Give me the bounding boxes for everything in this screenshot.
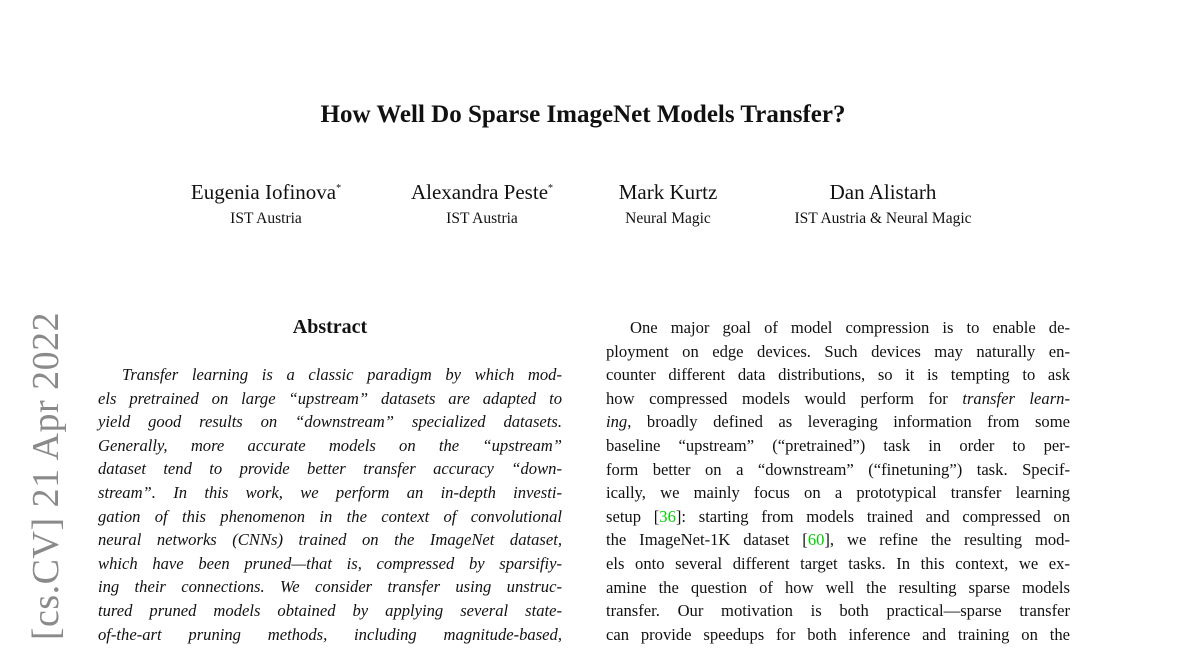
intro-line: the ImageNet-1K dataset [60], we refine the resulting mod- — [606, 530, 1070, 550]
abstract-line: dataset tend to provide better transfer accuracy “down- — [98, 459, 562, 479]
intro-line: els onto several different target tasks. In this context, we ex- — [606, 553, 1070, 573]
author-block — [411, 178, 553, 231]
abstract-line: els pretrained on large “upstream” datasets are adapted to — [98, 388, 562, 408]
author-name: Alexandra Peste* — [410, 180, 554, 204]
abstract-line: which have been pruned—that is, compressed by sparsifiy- — [98, 553, 562, 573]
abstract-line: ing their connections. We consider transfer using unstruc- — [98, 577, 562, 597]
author-name: Eugenia Iofinova* — [190, 180, 342, 204]
abstract-line: tured pruned models obtained by applying several state- — [98, 600, 562, 620]
abstract-heading: Abstract — [292, 316, 368, 338]
author-affiliation: IST Austria & Neural Magic — [794, 210, 972, 227]
author-affiliation: IST Austria — [446, 210, 518, 227]
abstract-line: yield good results on “downstream” specialized datasets. — [98, 412, 562, 432]
abstract-line: Transfer learning is a classic paradigm by which mod- — [122, 365, 562, 384]
intro-line: One major goal of model compression is to enable de- — [630, 318, 1070, 337]
abstract-body — [98, 363, 562, 646]
author-affiliation: IST Austria — [230, 210, 302, 227]
abstract-line: of-the-art pruning methods, including magnitude-based, — [98, 624, 562, 644]
intro-line: ically, we mainly focus on a prototypical transfer learning — [606, 483, 1070, 503]
author-block — [191, 178, 341, 231]
intro-line: can provide speedups for both inference and training on the — [606, 624, 1070, 644]
intro-line: baseline “upstream” (“pretrained”) task in order to per- — [606, 435, 1070, 455]
citation-link[interactable]: 60 — [807, 530, 825, 550]
intro-line: form better on a “downstream” (“finetuning”) task. Specif- — [606, 459, 1070, 479]
arxiv-stamp-text: [cs.CV] 21 Apr 2022 — [25, 311, 68, 641]
emphasis-text: ing — [606, 412, 628, 432]
citation-link[interactable]: 36 — [659, 506, 676, 526]
intro-line: ing, broadly defined as leveraging information from some — [606, 412, 1070, 432]
arxiv-stamp — [22, 306, 70, 646]
abstract-line: stream”. In this work, we perform an in-depth investi- — [98, 482, 562, 502]
author-block — [619, 178, 718, 231]
abstract-line: neural networks (CNNs) trained on the ImageNet dataset, — [98, 530, 562, 550]
emphasis-text: transfer learn- — [962, 388, 1070, 408]
author-block — [794, 178, 971, 231]
author-name: Mark Kurtz — [618, 180, 718, 204]
intro-line: how compressed models would perform for transfer learn- — [606, 388, 1070, 408]
author-affiliation: Neural Magic — [625, 210, 711, 227]
intro-line: counter different data distributions, so it is tempting to ask — [606, 365, 1070, 385]
intro-line: ployment on edge devices. Such devices may naturally en- — [606, 341, 1070, 361]
abstract-line: Generally, more accurate models on the “upstream” — [98, 435, 562, 455]
intro-line: transfer. Our motivation is both practical—sparse transfer — [606, 601, 1070, 621]
abstract-line: gation of this phenomenon in the context of convolutional — [98, 506, 562, 526]
intro-line: setup [36]: starting from models trained and compressed on — [606, 506, 1070, 526]
intro-body — [606, 316, 1070, 646]
intro-line: amine the question of how well the resulting sparse models — [606, 577, 1070, 597]
author-name: Dan Alistarh — [829, 180, 937, 204]
paper-title: How Well Do Sparse ImageNet Models Transfer? — [320, 101, 846, 128]
